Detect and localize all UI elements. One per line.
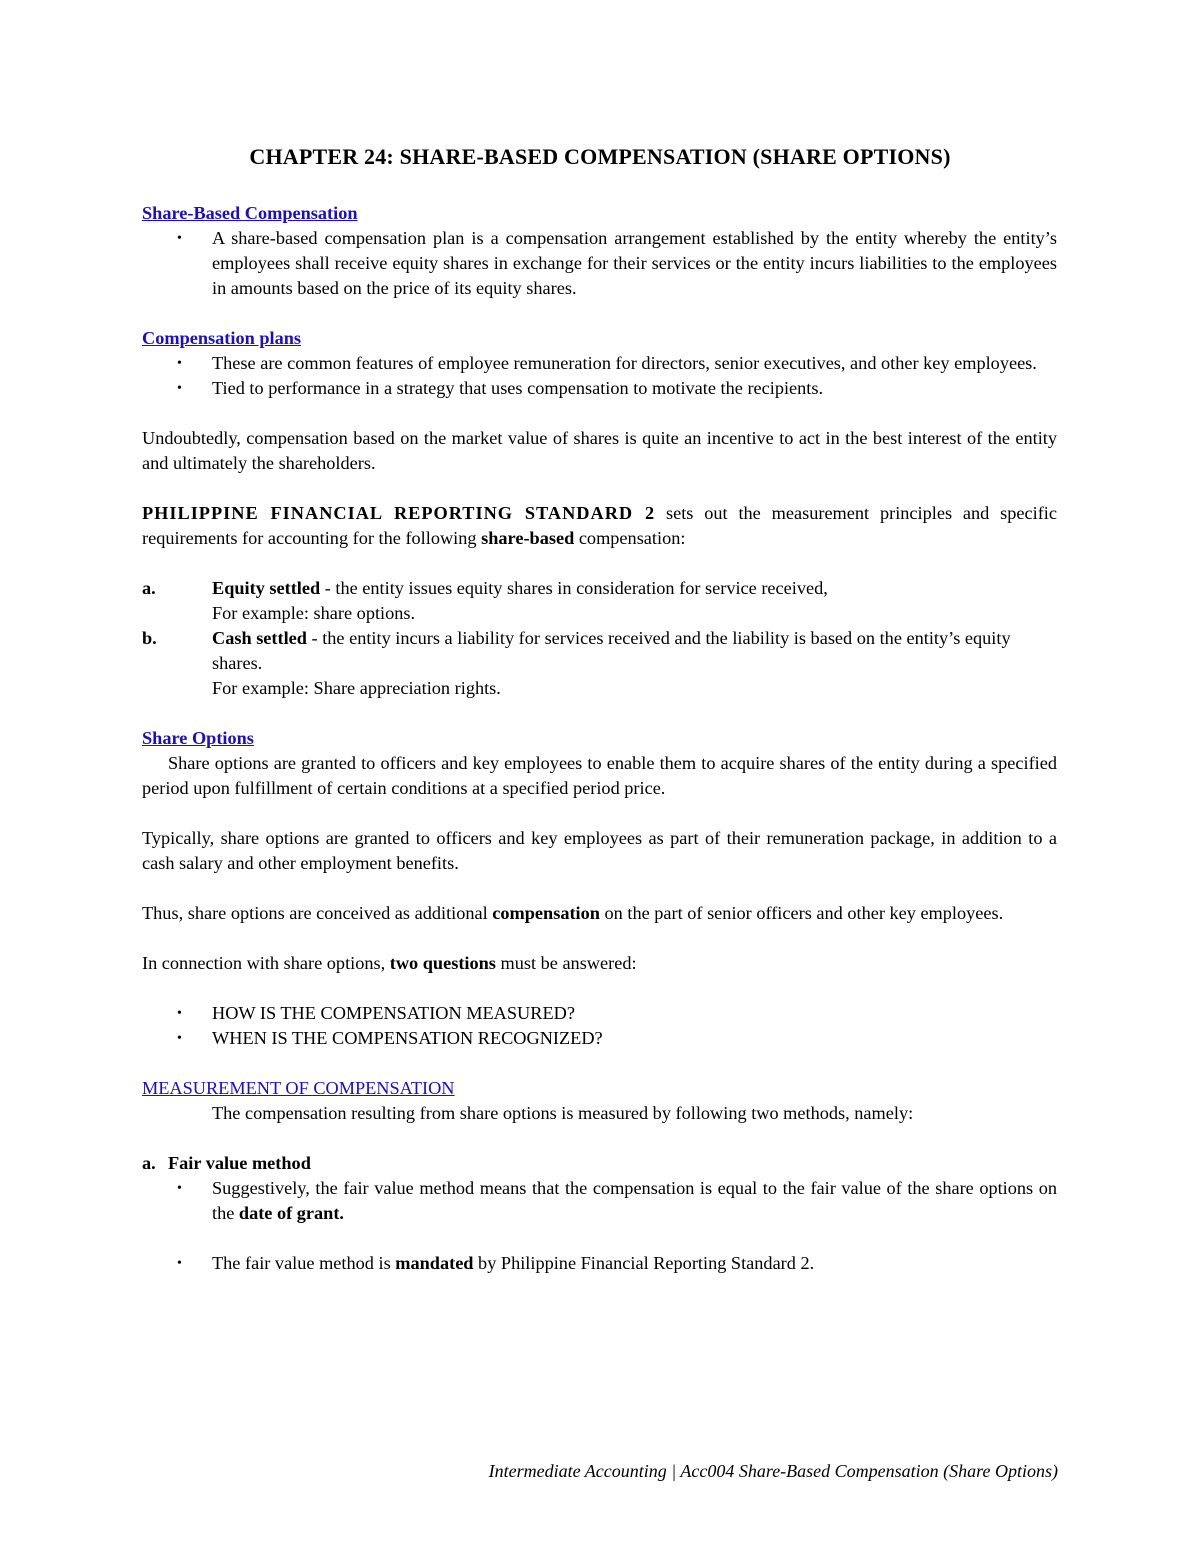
bullet-icon: • [177, 1181, 182, 1196]
example-text: For example: share options. [212, 603, 416, 623]
fair-value-bullets [142, 1176, 1057, 1226]
section-heading-compensation-plans: Compensation plans [142, 328, 301, 348]
paragraph-measurement-intro: The compensation resulting from share options is measured by following two methods, namely: [212, 1103, 914, 1123]
list-item: • WHEN IS THE COMPENSATION RECOGNIZED? [142, 1026, 1057, 1051]
list-item [142, 226, 1057, 301]
bullet-list [142, 226, 1057, 301]
paragraph-share-options: Share options are granted to officers and key employees to enable them to acquire shares of the entity during a specified period upon fulfillment of certain conditions at a specified period price. [142, 753, 1057, 798]
bullet-icon: • [177, 1256, 182, 1271]
list-marker: b. [142, 628, 157, 648]
bullet-icon: • [177, 1006, 182, 1021]
questions-list [142, 1001, 1057, 1051]
list-item [142, 376, 1057, 401]
list-item: • HOW IS THE COMPENSATION MEASURED? [142, 1001, 1057, 1026]
list-marker: a. [142, 578, 156, 598]
list-item-cash-settled: b. Cash settled - the entity incurs a liability for services received and the liability is based on the entity’s equity shares. For example: Share appreciation rights. [142, 628, 1011, 698]
bullet-icon: • [177, 231, 182, 246]
list-item: • The fair value method is mandated by Philippine Financial Reporting Standard 2. [142, 1251, 1057, 1276]
chapter-title: CHAPTER 24: SHARE-BASED COMPENSATION (SHARE OPTIONS) [249, 144, 951, 169]
list-item: • Suggestively, the fair value method means that the compensation is equal to the fair value of the share options on the date of grant. [177, 1178, 1057, 1223]
bullet-text: A share-based compensation plan is a compensation arrangement established by the entity whereby the entity’s employees shall receive equity shares in exchange for their services or the entity incurs liabilities to the employees in amounts based on the price of its equity shares. [212, 228, 1057, 298]
section-heading-share-based-compensation: Share-Based Compensation [142, 203, 358, 223]
list-item-equity-settled: a. Equity settled - the entity issues equity shares in consideration for service received, For example: share options. [142, 578, 828, 623]
fair-value-bullets-2 [142, 1251, 1057, 1276]
document-body [142, 201, 1057, 1276]
bullet-icon: • [177, 356, 182, 371]
bullet-text: These are common features of employee remuneration for directors, senior executives, and other key employees. [212, 353, 1037, 373]
section-heading-share-options: Share Options [142, 728, 254, 748]
method-heading-fair-value: a. Fair value method [142, 1153, 311, 1173]
section-heading-measurement: MEASUREMENT OF COMPENSATION [142, 1078, 455, 1098]
bullet-icon: • [177, 381, 182, 396]
paragraph-typically: Typically, share options are granted to officers and key employees as part of their remuneration package, in addition to a cash salary and other employment benefits. [142, 828, 1057, 873]
list-item [142, 351, 1057, 376]
pfrs-bold-lead: PHILIPPINE FINANCIAL REPORTING STANDARD 2 [142, 503, 656, 523]
paragraph-two-questions: In connection with share options, two questions must be answered: [142, 953, 637, 973]
paragraph-thus: Thus, share options are conceived as additional compensation on the part of senior officers and other key employees. [142, 903, 1004, 923]
settlement-types-list [142, 576, 1057, 701]
example-text: For example: Share appreciation rights. [212, 678, 501, 698]
bullet-list [142, 351, 1057, 401]
bullet-text: Tied to performance in a strategy that uses compensation to motivate the recipients. [212, 378, 824, 398]
page-footer: Intermediate Accounting | Acc004 Share-Based Compensation (Share Options) [488, 1461, 1058, 1481]
paragraph-incentive: Undoubtedly, compensation based on the market value of shares is quite an incentive to act in the best interest of the entity and ultimately the shareholders. [142, 428, 1057, 473]
paragraph-pfrs2: PHILIPPINE FINANCIAL REPORTING STANDARD 2 sets out the measurement principles and specific requirements for accounting for the following share-based compensation: [142, 503, 1058, 548]
bullet-icon: • [177, 1031, 182, 1046]
